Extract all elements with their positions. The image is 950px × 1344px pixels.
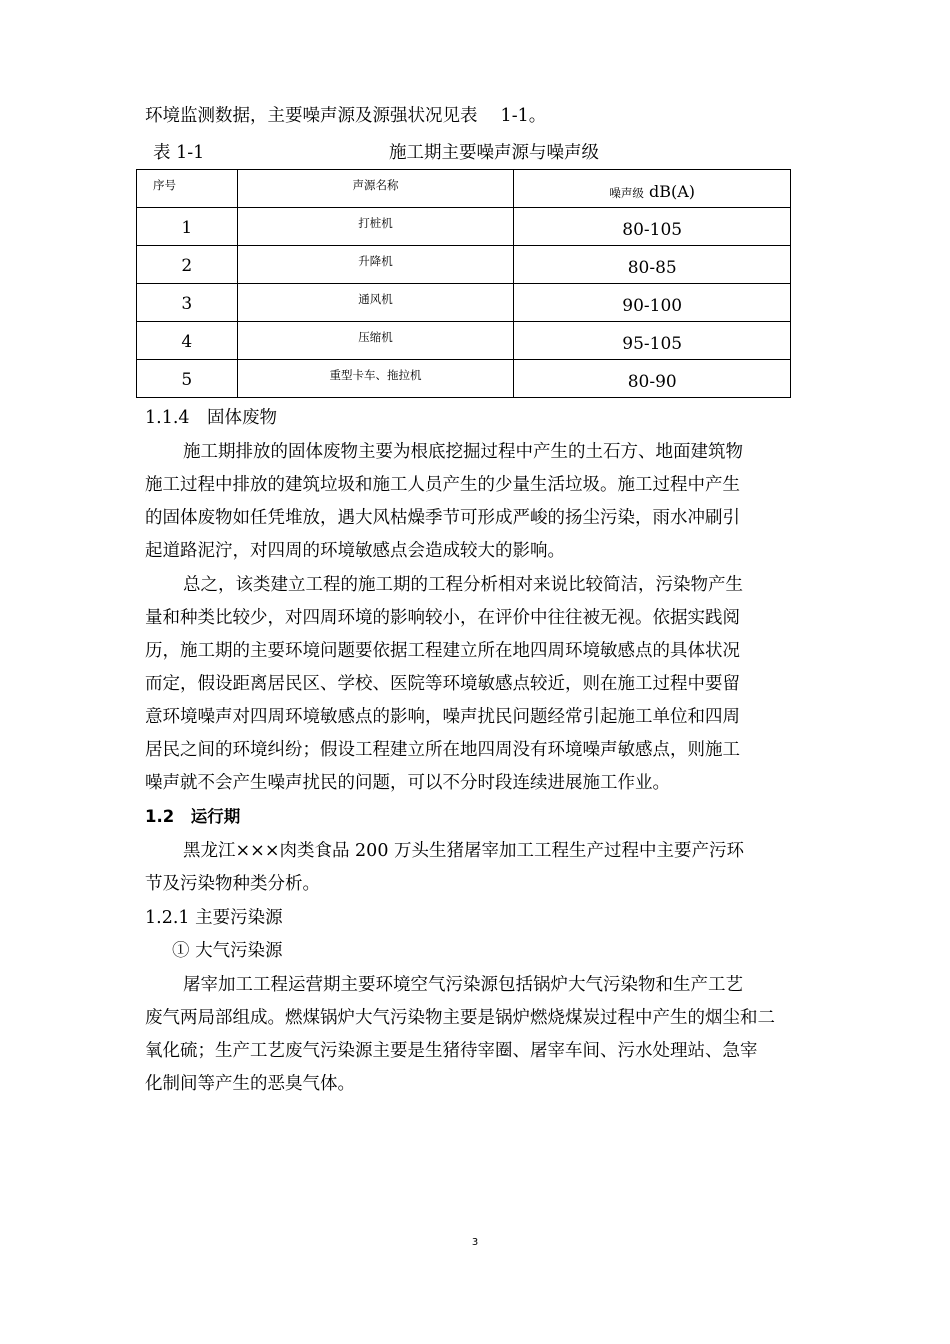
row-seq: 3: [137, 285, 238, 323]
row-seq: 2: [137, 247, 238, 285]
paragraph-line: 居民之间的环境纠纷；假设工程建立所在地四周没有环境噪声敏感点，则施工: [145, 740, 740, 760]
table-row: [137, 246, 791, 284]
header-source-name: 声源名称: [237, 166, 514, 204]
paragraph-line: 施工过程中排放的建筑垃圾和施工人员产生的少量生活垃圾。施工过程中产生: [145, 475, 740, 495]
table-row: [137, 284, 791, 322]
sub-heading-air-pollution: ① 大气污染源: [172, 941, 283, 961]
row-source-name: 压缩机: [237, 318, 514, 356]
row-seq: 1: [137, 209, 238, 247]
row-source-name: 打桩机: [237, 204, 514, 242]
paragraph-line: 总之，该类建立工程的施工期的工程分析相对来说比较简洁，污染物产生: [183, 575, 743, 595]
paragraph-line: 意环境噪声对四周环境敏感点的影响，噪声扰民问题经常引起施工单位和四周: [145, 707, 740, 727]
header-noise-level-label: 噪声级: [609, 186, 644, 200]
section-heading-1-2: 1.2 运行期: [145, 807, 241, 826]
row-source-name: 通风机: [237, 280, 514, 318]
paragraph-line: 废气两局部组成。燃煤锅炉大气污染物主要是锅炉燃烧煤炭过程中产生的烟尘和二: [145, 1008, 775, 1028]
row-noise-level: 80-105: [514, 211, 791, 249]
section-heading-1-2-1: 1.2.1 主要污染源: [145, 908, 283, 928]
row-seq: 4: [137, 323, 238, 361]
header-noise-level-unit: dB(A): [648, 182, 696, 201]
page-number: 3: [471, 1237, 479, 1248]
section-heading-1-1-4: 1.1.4 固体废物: [145, 408, 278, 428]
paragraph-line: 节及污染物种类分析。: [145, 874, 320, 894]
intro-line: 环境监测数据，主要噪声源及源强状况见表 1-1。: [145, 106, 547, 126]
header-seq: 序号: [137, 166, 238, 204]
row-seq: 5: [137, 361, 238, 399]
paragraph-line: 化制间等产生的恶臭气体。: [145, 1074, 355, 1094]
paragraph-line: 的固体废物如任凭堆放，遇大风枯燥季节可形成严峻的扬尘污染，雨水冲刷引: [145, 508, 740, 528]
header-noise-level: [514, 173, 791, 211]
row-source-name: 重型卡车、拖拉机: [237, 356, 514, 394]
table-caption-title: 施工期主要噪声源与噪声级: [389, 143, 599, 163]
row-noise-level: 95-105: [514, 325, 791, 363]
table-row: [137, 360, 791, 398]
paragraph-line: 黑龙江×××肉类食品 200 万头生猪屠宰加工工程生产过程中主要产污环: [183, 841, 745, 861]
row-noise-level: 80-85: [514, 249, 791, 287]
row-source-name: 升降机: [237, 242, 514, 280]
table-row: [137, 322, 791, 360]
paragraph-line: 施工期排放的固体废物主要为根底挖掘过程中产生的土石方、地面建筑物: [183, 442, 743, 462]
paragraph-line: 历，施工期的主要环境问题要依据工程建立所在地四周环境敏感点的具体状况: [145, 641, 740, 661]
row-noise-level: 90-100: [514, 287, 791, 325]
paragraph-line: 而定，假设距离居民区、学校、医院等环境敏感点较近，则在施工过程中要留: [145, 674, 740, 694]
paragraph-line: 屠宰加工工程运营期主要环境空气污染源包括锅炉大气污染物和生产工艺: [183, 975, 743, 995]
table-row: [137, 208, 791, 246]
paragraph-line: 氧化硫；生产工艺废气污染源主要是生猪待宰圈、屠宰车间、污水处理站、急宰: [145, 1041, 758, 1061]
paragraph-line: 起道路泥泞，对四周的环境敏感点会造成较大的影响。: [145, 541, 565, 561]
table-header-row: [137, 170, 791, 208]
paragraph-line: 噪声就不会产生噪声扰民的问题，可以不分时段连续进展施工作业。: [145, 773, 670, 793]
table-caption-label: 表 1-1: [153, 143, 205, 163]
noise-source-table: [136, 169, 791, 398]
row-noise-level: 80-90: [514, 363, 791, 401]
paragraph-line: 量和种类比较少，对四周环境的影响较小，在评价中往往被无视。依据实践阅: [145, 608, 740, 628]
